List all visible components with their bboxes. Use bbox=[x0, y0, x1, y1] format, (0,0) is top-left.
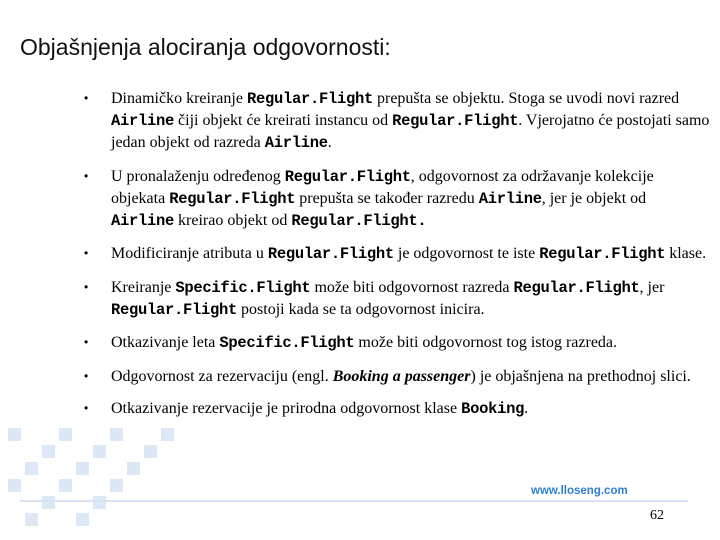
bullet-text: . bbox=[327, 134, 332, 151]
bullet-text: ) je objašnjena na prethodnoj slici. bbox=[470, 367, 691, 385]
page-number: 62 bbox=[650, 508, 664, 523]
bullet-text: klase. bbox=[665, 245, 707, 262]
bullet-marker: • bbox=[84, 335, 89, 349]
bullet-item bbox=[84, 332, 710, 354]
watermark-square bbox=[59, 428, 72, 441]
bullet-text: može biti odgovornost tog istog razreda. bbox=[354, 334, 618, 351]
bullet-text: Otkazivanje rezervacije je prirodna odgovornost klase bbox=[111, 400, 462, 417]
watermark-square bbox=[25, 513, 38, 526]
watermark-square bbox=[144, 445, 157, 458]
bullet-text: , odgovornost za održavanje kolekcije objekata bbox=[111, 167, 654, 207]
code-term: Booking bbox=[461, 400, 525, 418]
bullet-text: . bbox=[524, 400, 529, 417]
bullet-marker: • bbox=[84, 91, 89, 105]
bullet-text: može biti odgovornost razreda bbox=[310, 278, 514, 296]
watermark-square bbox=[25, 462, 38, 475]
watermark-square bbox=[8, 428, 21, 441]
code-term: Specific.Flight bbox=[219, 334, 355, 352]
background-squares-decoration bbox=[0, 420, 190, 530]
code-term: Regular.Flight bbox=[513, 278, 640, 297]
bullet-marker: • bbox=[84, 246, 89, 260]
bullet-marker: • bbox=[84, 168, 89, 183]
bullet-text: kreirao objekt od bbox=[174, 211, 292, 229]
bullet-item bbox=[84, 366, 710, 387]
watermark-square bbox=[76, 513, 89, 526]
code-term: Airline bbox=[111, 112, 175, 130]
watermark-square bbox=[93, 445, 106, 458]
bullet-text: Odgovornost za rezervaciju (engl. bbox=[111, 367, 333, 385]
bullet-text: prepušta se objektu. Stoga se uvodi novi razred bbox=[372, 90, 680, 107]
code-term: Specific.Flight bbox=[175, 278, 311, 297]
watermark-square bbox=[42, 445, 55, 458]
code-term: Airline bbox=[111, 211, 175, 230]
footer-divider bbox=[20, 500, 688, 502]
code-term: Regular.Flight. bbox=[291, 211, 427, 230]
code-term: Airline bbox=[478, 189, 542, 208]
bullet-text: , jer je objekt od bbox=[541, 189, 647, 207]
bullet-text: Kreiranje bbox=[111, 278, 176, 296]
bullet-marker: • bbox=[84, 401, 89, 415]
bullet-text: . Vjerojatno će postojati samo jedan objekt od razreda bbox=[111, 112, 710, 151]
code-term: Airline bbox=[264, 134, 328, 152]
watermark-square bbox=[127, 462, 140, 475]
bullet-text: prepušta se također razredu bbox=[295, 189, 479, 207]
code-term: Regular.Flight bbox=[392, 112, 519, 130]
emphasis-text: Booking a passenger bbox=[332, 367, 471, 385]
watermark-square bbox=[110, 479, 123, 492]
bullet-text: Dinamičko kreiranje bbox=[111, 90, 247, 107]
code-term: Regular.Flight bbox=[539, 245, 666, 263]
code-term: Regular.Flight bbox=[111, 300, 238, 319]
bullet-text: Otkazivanje leta bbox=[111, 334, 220, 351]
logo-url: www.lloseng.com bbox=[531, 485, 628, 497]
slide-title: Objašnjenja alociranja odgovornosti: bbox=[20, 34, 391, 60]
bullet-item bbox=[84, 243, 710, 265]
watermark-square bbox=[76, 462, 89, 475]
bullet-marker: • bbox=[84, 368, 89, 383]
bullet-text: je odgovornost te iste bbox=[393, 245, 540, 262]
watermark-square bbox=[59, 479, 72, 492]
bullet-text: U pronalaženju određenog bbox=[111, 167, 285, 185]
bullet-text: čiji objekt će kreirati instancu od bbox=[174, 112, 393, 129]
bullet-text: Modificiranje atributa u bbox=[111, 245, 268, 262]
watermark-square bbox=[8, 479, 21, 492]
code-term: Regular.Flight bbox=[246, 90, 373, 108]
watermark-square bbox=[42, 496, 55, 509]
bullet-text: , jer bbox=[639, 278, 665, 296]
bullet-list bbox=[84, 88, 710, 432]
code-term: Regular.Flight bbox=[267, 245, 394, 263]
bullet-item bbox=[84, 166, 710, 232]
code-term: Regular.Flight bbox=[169, 189, 296, 208]
bullet-item bbox=[84, 88, 710, 154]
bullet-marker: • bbox=[84, 279, 89, 294]
code-term: Regular.Flight bbox=[284, 167, 411, 186]
bullet-text: postoji kada se ta odgovornost inicira. bbox=[237, 300, 485, 318]
bullet-item bbox=[84, 277, 710, 321]
watermark-square bbox=[93, 496, 106, 509]
bullet-item bbox=[84, 398, 710, 420]
